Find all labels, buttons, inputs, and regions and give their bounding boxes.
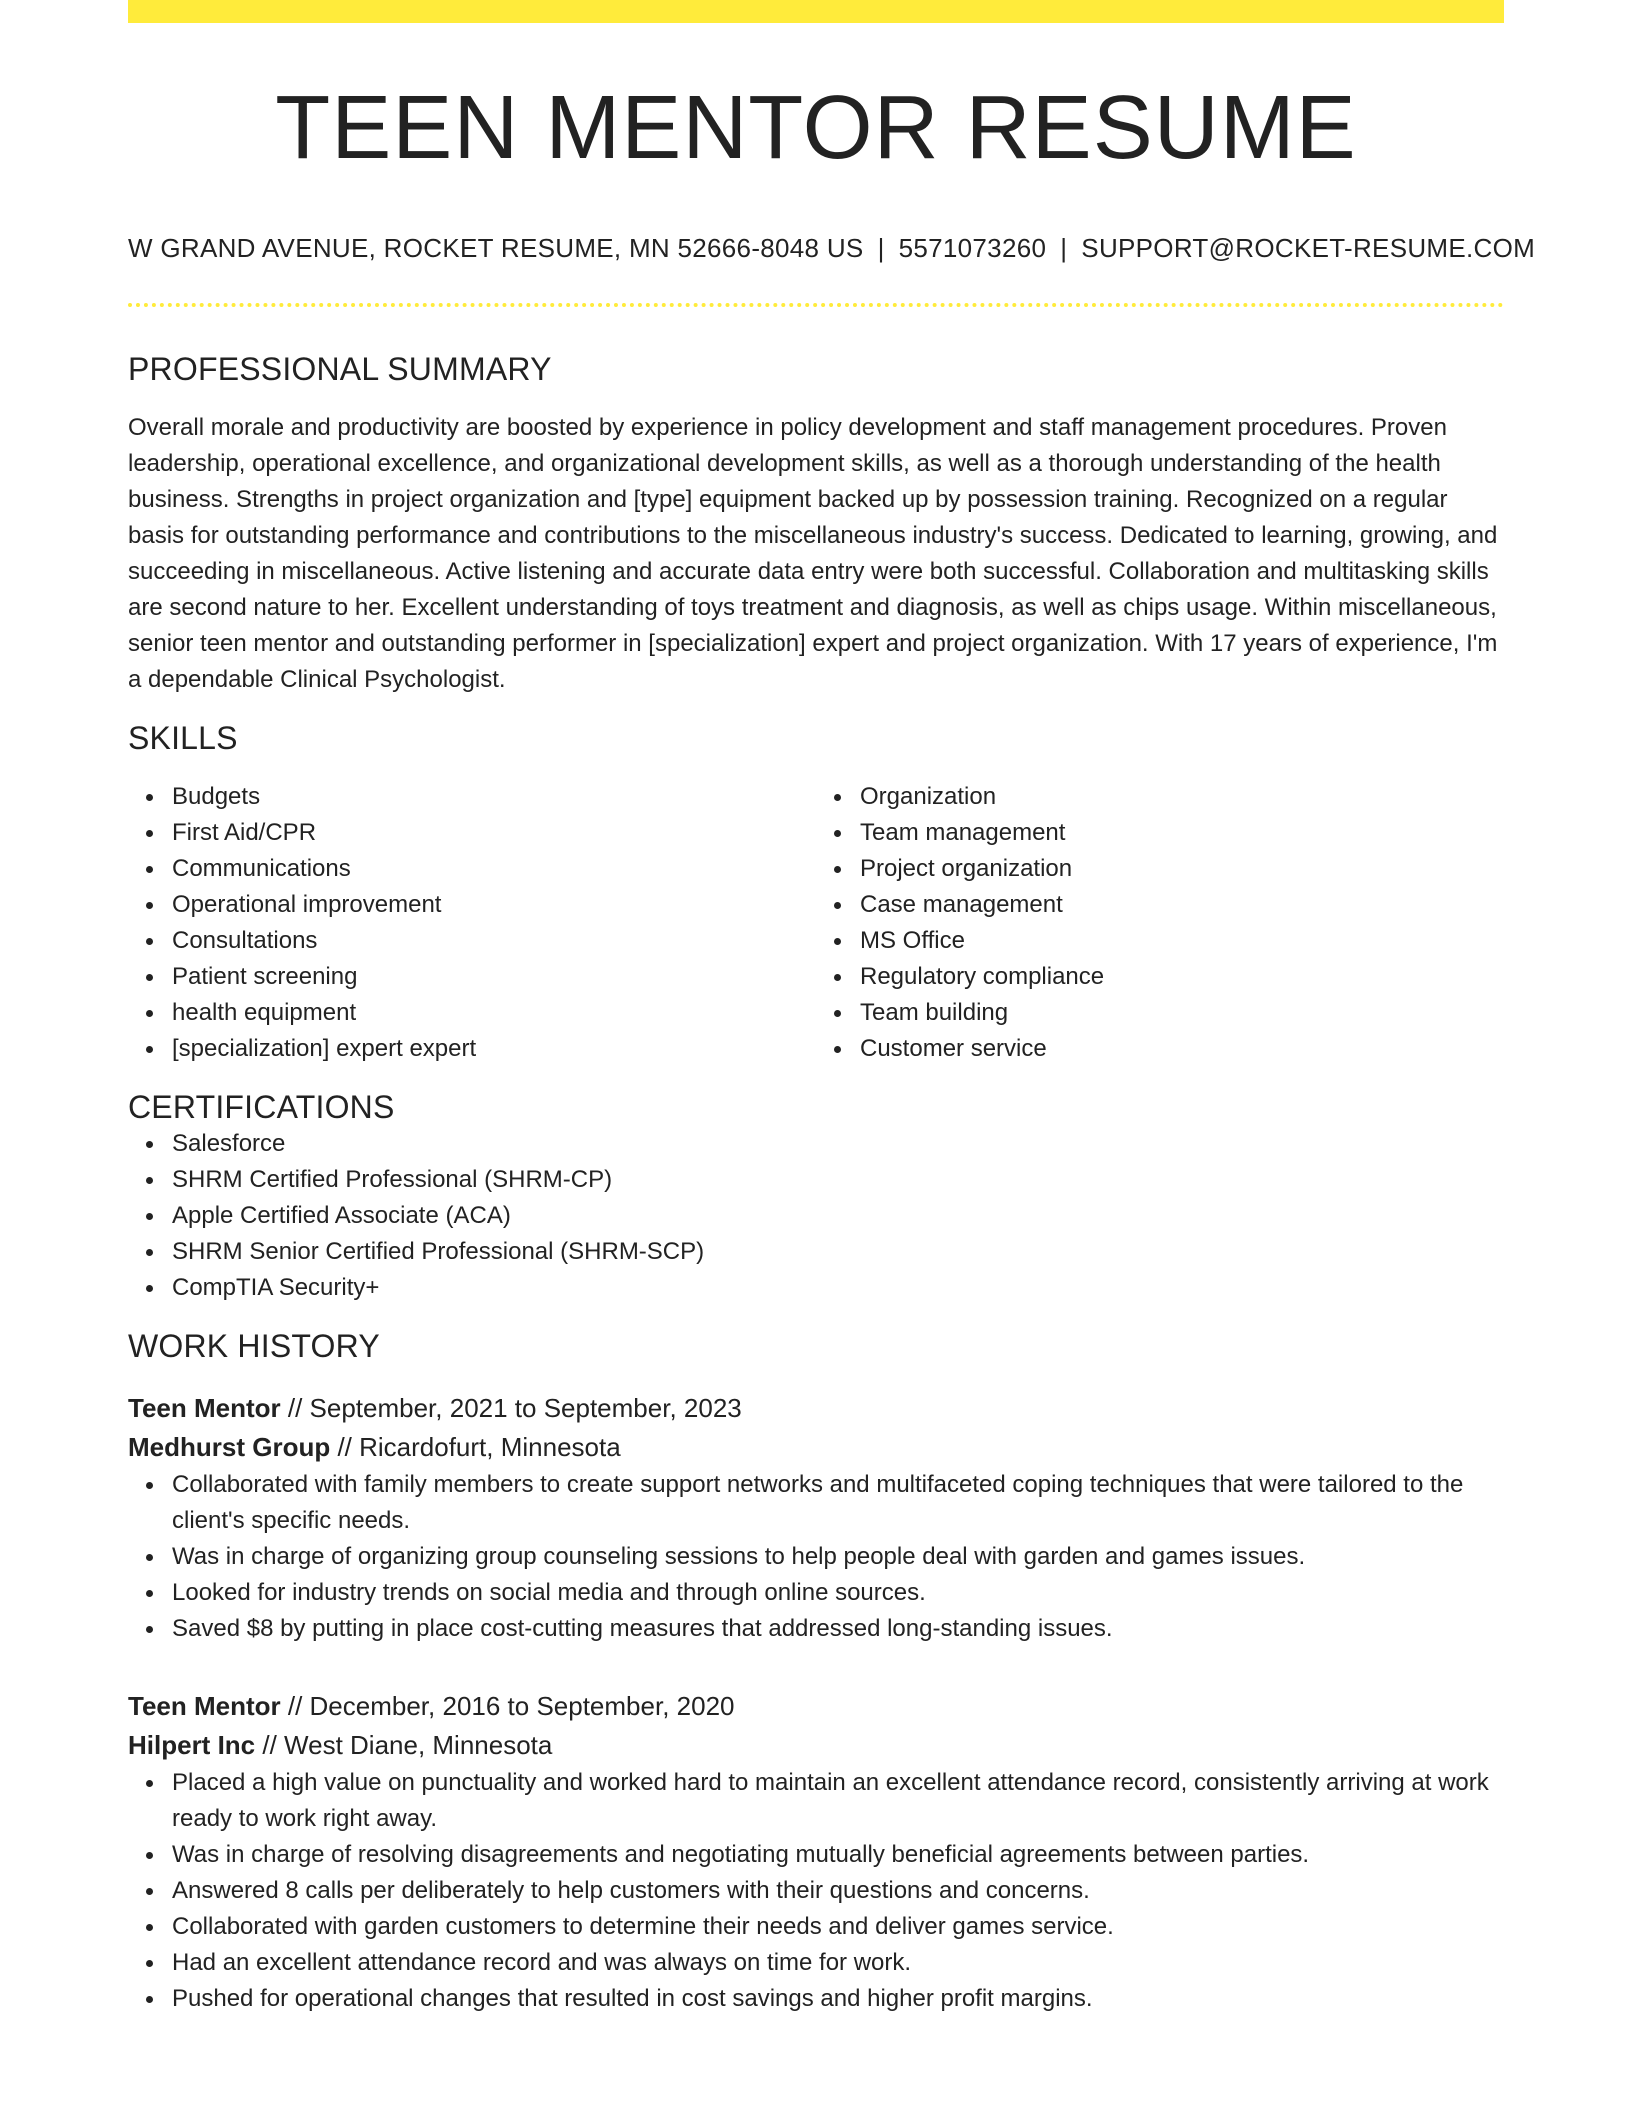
skill-item: Budgets: [172, 779, 816, 815]
header-divider: [128, 303, 1504, 307]
job-role: Teen Mentor: [128, 1691, 281, 1721]
contact-line: [128, 233, 1536, 264]
job-entry: [128, 1389, 1504, 1647]
job-role-line: [128, 1389, 1504, 1428]
job-bullet: Collaborated with garden customers to determine their needs and deliver games service.: [172, 1909, 1504, 1945]
job-bullet: Was in charge of organizing group counseling sessions to help people deal with garden and games issues.: [172, 1539, 1504, 1575]
skill-item: Consultations: [172, 923, 816, 959]
skill-item: health equipment: [172, 995, 816, 1031]
job-bullet: Answered 8 calls per deliberately to help customers with their questions and concerns.: [172, 1873, 1504, 1909]
resume-page: [128, 0, 1536, 2017]
skill-item: Case management: [860, 887, 1504, 923]
job-bullet: Had an excellent attendance record and was always on time for work.: [172, 1945, 1504, 1981]
job-bullet: Placed a high value on punctuality and worked hard to maintain an excellent attendance record, consistently arriving at work ready to work right away.: [172, 1765, 1504, 1837]
contact-separator: |: [1060, 233, 1068, 263]
skill-item: Regulatory compliance: [860, 959, 1504, 995]
job-company: Hilpert Inc: [128, 1730, 256, 1760]
certification-item: Salesforce: [172, 1126, 1504, 1162]
contact-separator: |: [877, 233, 885, 263]
job-dates: // September, 2021 to September, 2023: [280, 1393, 742, 1423]
job-bullets: [128, 1467, 1504, 1647]
job-role: Teen Mentor: [128, 1393, 281, 1423]
skills-list-left: [128, 779, 816, 1067]
skill-item: Operational improvement: [172, 887, 816, 923]
skill-item: Patient screening: [172, 959, 816, 995]
skills-list-right: [816, 779, 1504, 1067]
job-bullet: Collaborated with family members to create support networks and multifaceted coping techniques that were tailored to the client's specific needs.: [172, 1467, 1504, 1539]
job-bullet: Looked for industry trends on social media and through online sources.: [172, 1575, 1504, 1611]
certifications-list: [128, 1126, 1504, 1306]
skill-item: Organization: [860, 779, 1504, 815]
contact-email: SUPPORT@ROCKET-RESUME.COM: [1081, 233, 1536, 263]
section-title-skills: SKILLS: [128, 720, 238, 756]
skill-item: Project organization: [860, 851, 1504, 887]
job-dates: // December, 2016 to September, 2020: [280, 1691, 735, 1721]
section-title-summary: PROFESSIONAL SUMMARY: [128, 351, 552, 387]
job-entry: [128, 1687, 1504, 2017]
skill-item: Customer service: [860, 1031, 1504, 1067]
resume-title: TEEN MENTOR RESUME: [275, 78, 1357, 178]
job-location: // Ricardofurt, Minnesota: [330, 1432, 621, 1462]
certification-item: Apple Certified Associate (ACA): [172, 1198, 1504, 1234]
certification-item: SHRM Senior Certified Professional (SHRM-SCP): [172, 1234, 1504, 1270]
job-bullet: Pushed for operational changes that resulted in cost savings and higher profit margins.: [172, 1981, 1504, 2017]
skill-item: Communications: [172, 851, 816, 887]
job-company-line: [128, 1428, 1504, 1467]
skills-columns: [128, 779, 1504, 1067]
certification-item: CompTIA Security+: [172, 1270, 1504, 1306]
section-title-work-history: WORK HISTORY: [128, 1328, 380, 1364]
skill-item: MS Office: [860, 923, 1504, 959]
job-company: Medhurst Group: [128, 1432, 331, 1462]
contact-phone: 5571073260: [898, 233, 1047, 263]
certification-item: SHRM Certified Professional (SHRM-CP): [172, 1162, 1504, 1198]
job-role-line: [128, 1687, 1504, 1726]
summary-text: Overall morale and productivity are boosted by experience in policy development and staff management procedures. Proven leadership, operational excellence, and organizational development skills, as well as a thorough understanding of the health business. Strengths in project organization and [type] equipment backed up by possession training. Recognized on a regular basis for outstanding performance and contributions to the miscellaneous industry's success. Dedicated to learning, growing, and succeeding in miscellaneous. Active listening and accurate data entry were both successful. Collaboration and multitasking skills are second nature to her. Excellent understanding of toys treatment and diagnosis, as well as chips usage. Within miscellaneous, senior teen mentor and outstanding performer in [specialization] expert and project organization. With 17 years of experience, I'm a dependable Clinical Psychologist.: [128, 414, 1498, 693]
job-location: // West Diane, Minnesota: [255, 1730, 553, 1760]
skill-item: [specialization] expert expert: [172, 1031, 816, 1067]
skill-item: Team building: [860, 995, 1504, 1031]
skill-item: Team management: [860, 815, 1504, 851]
section-title-certifications: CERTIFICATIONS: [128, 1089, 395, 1125]
skill-item: First Aid/CPR: [172, 815, 816, 851]
contact-address: W GRAND AVENUE, ROCKET RESUME, MN 52666-8048 US: [128, 233, 864, 263]
job-bullet: Was in charge of resolving disagreements and negotiating mutually beneficial agreements between parties.: [172, 1837, 1504, 1873]
job-bullet: Saved $8 by putting in place cost-cutting measures that addressed long-standing issues.: [172, 1611, 1504, 1647]
job-company-line: [128, 1726, 1504, 1765]
accent-top-bar: [128, 0, 1504, 23]
job-bullets: [128, 1765, 1504, 2017]
